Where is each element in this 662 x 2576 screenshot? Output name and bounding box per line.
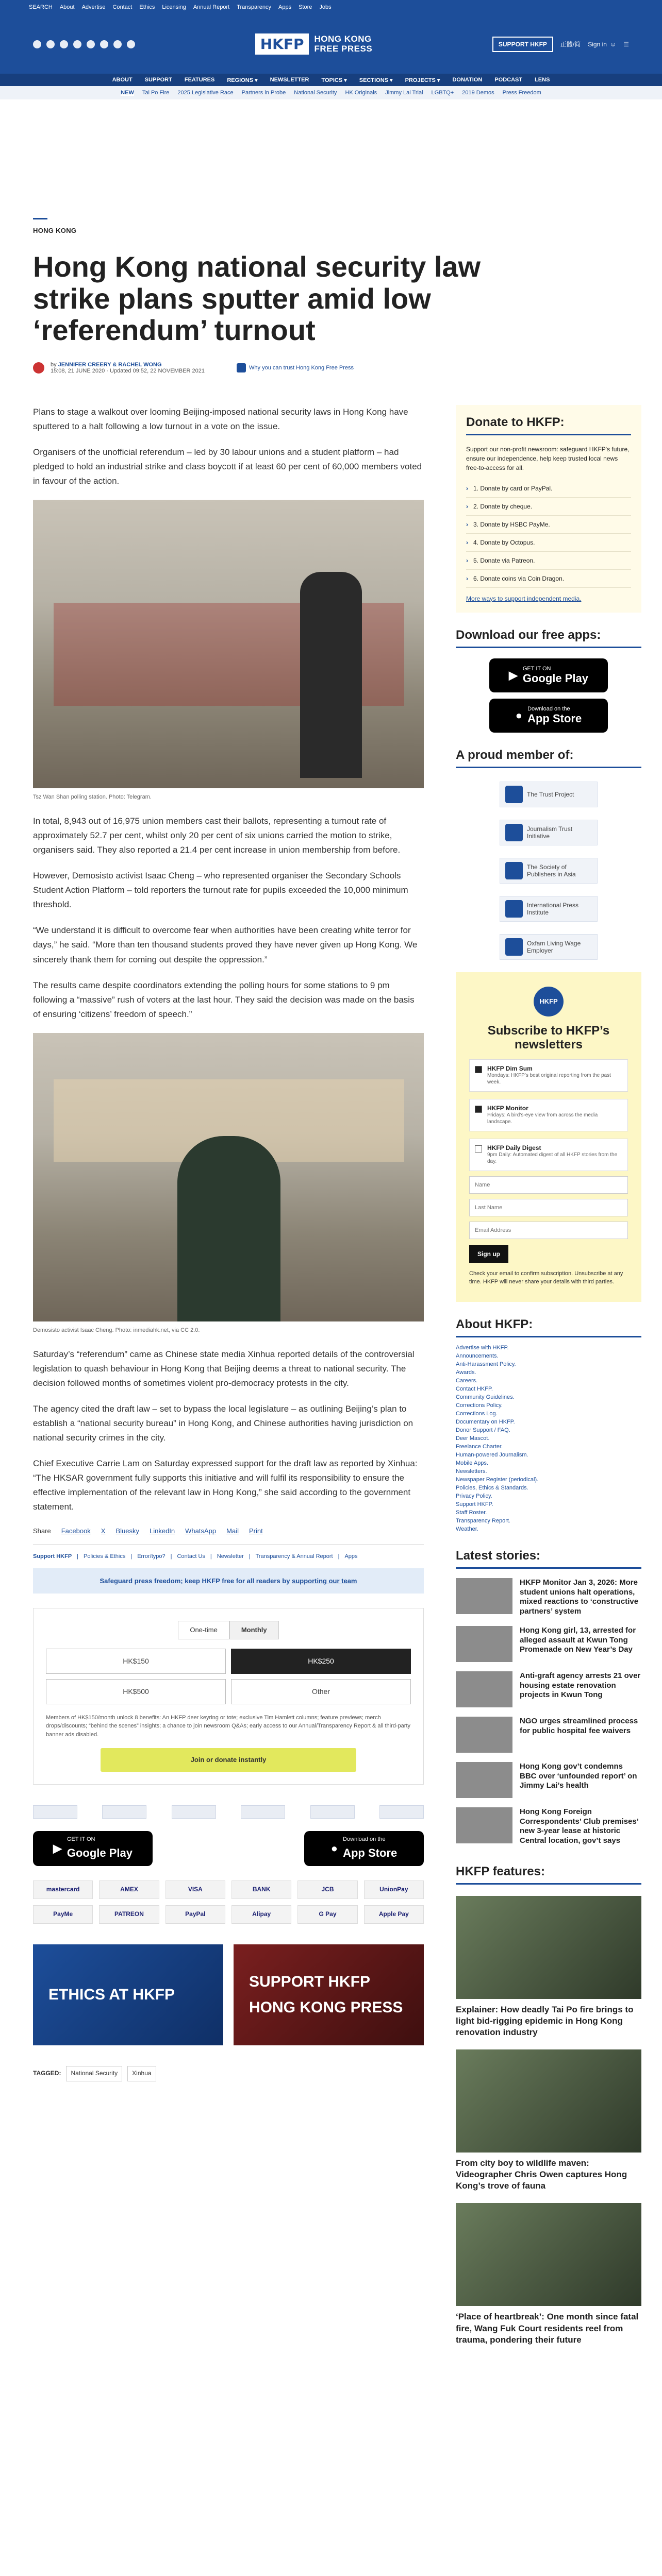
amount-option[interactable]: Other: [231, 1679, 411, 1704]
about-link[interactable]: Support HKFP.: [456, 1501, 493, 1507]
feature-image[interactable]: [456, 2203, 641, 2306]
category-accent: [33, 218, 47, 219]
apps-heading: Download our free apps:: [456, 628, 641, 648]
checkbox[interactable]: [475, 1066, 482, 1073]
badge-small-text: Download on the: [343, 1836, 386, 1842]
members-benefits-note: Members of HK$150/month unlock 8 benefits: An HKFP deer keyring or tote; exclusive Tim Hamlett columns; feature previews; merch drops/discounts; “behind the scenes” insights; a chance to join newsroom Q&As; early access to our Annual/Transparency Report & all third-party banner ads disabled.: [46, 1714, 411, 1738]
topic-link[interactable]: Tai Po Fire: [142, 90, 170, 96]
latest-story[interactable]: [456, 1671, 641, 1707]
about-link[interactable]: Mobile Apps.: [456, 1460, 488, 1466]
feature-story[interactable]: [456, 2203, 641, 2345]
footer-link[interactable]: Error/typo?: [137, 1553, 166, 1560]
sidebar: [456, 405, 641, 2346]
threads-icon[interactable]: [73, 40, 81, 48]
footer-link[interactable]: Support HKFP: [33, 1553, 72, 1560]
sign-up-button[interactable]: Sign up: [469, 1245, 508, 1263]
member-logo[interactable]: [500, 858, 598, 884]
about-link[interactable]: Donor Support / FAQ.: [456, 1427, 510, 1433]
tagged-label: TAGGED:: [33, 2069, 61, 2077]
nav-item[interactable]: TOPICS ▾: [321, 77, 347, 83]
sign-in-label: Sign in: [588, 40, 607, 48]
story-thumbnail[interactable]: [456, 1626, 512, 1662]
tags: [33, 2066, 424, 2081]
arrow-right-icon: ›: [466, 520, 468, 528]
feature-story[interactable]: [456, 2049, 641, 2192]
topbar-link[interactable]: Jobs: [319, 4, 332, 10]
partner-logo[interactable]: [310, 1805, 355, 1819]
donate-method-label: 3. Donate by HSBC PayMe.: [473, 520, 550, 528]
article-body: [33, 405, 424, 2346]
topbar-link[interactable]: Transparency: [237, 4, 271, 10]
donate-method[interactable]: [466, 534, 631, 552]
main-navigation: [0, 74, 662, 86]
tag-xinhua[interactable]: Xinhua: [127, 2066, 156, 2081]
payment-logo: BANK: [231, 1880, 291, 1899]
topic-link[interactable]: National Security: [294, 90, 337, 96]
logo-line-1: HONG KONG: [314, 33, 372, 44]
paragraph: Organisers of the unofficial referendum – led by 30 labour unions and a student platform – had pledged to hold an industrial strike and class boycott if at least 60 per cent of 60,000 members voted in favour of the action.: [33, 447, 422, 486]
facebook-icon[interactable]: [33, 40, 41, 48]
byline: [33, 362, 629, 374]
utility-bar: [0, 0, 662, 14]
language-switch[interactable]: 正體/简: [560, 41, 581, 48]
donate-heading: Donate to HKFP:: [466, 415, 631, 435]
payment-logo: PayMe: [33, 1905, 93, 1924]
linkedin-icon[interactable]: [87, 40, 95, 48]
google-play-badge[interactable]: [33, 1831, 153, 1866]
feature-title[interactable]: ‘Place of heartbreak’: One month since fatal fire, Wang Fuk Court residents reel from trauma, pondering their future: [456, 2312, 639, 2345]
latest-story[interactable]: [456, 1717, 641, 1753]
article-category[interactable]: HONG KONG: [33, 227, 77, 234]
donate-text[interactable]: Support our non-profit newsroom: safeguard HKFP's future, ensure our independence, help keep trusted local news free-to-access for all.: [466, 445, 630, 471]
frequency-toggle: [46, 1621, 411, 1639]
by-prefix: by: [51, 361, 57, 368]
paragraph: Saturday’s “referendum” came as Chinese state media Xinhua reported details of the controversial legislation to quash behaviour in Hong Kong that Beijing deems a threat to national security. The decision followed months of sometimes violent pro-democracy protests in the city.: [33, 1349, 415, 1388]
member-name: The Trust Project: [527, 790, 574, 798]
story-thumbnail[interactable]: [456, 1762, 512, 1798]
donate-method[interactable]: [466, 498, 631, 516]
member-logo[interactable]: [500, 896, 598, 922]
paragraph: Plans to stage a walkout over looming Beijing-imposed national security laws in Hong Kong have sputtered to a halt following a low turnout in a vote on the issue.: [33, 406, 408, 431]
sign-in-link[interactable]: [588, 41, 616, 48]
member-logo-icon: [505, 824, 523, 841]
feature-image[interactable]: [456, 2049, 641, 2153]
topic-link[interactable]: LGBTQ+: [431, 90, 454, 96]
share-link[interactable]: X: [101, 1527, 106, 1535]
sidebar-app-badges: [456, 658, 641, 733]
play-icon: ▶: [53, 1841, 62, 1855]
shield-icon: [237, 363, 246, 372]
app-store-badge[interactable]: [489, 699, 608, 733]
donate-method[interactable]: [466, 516, 631, 534]
topic-link[interactable]: Press Freedom: [502, 90, 541, 96]
about-link[interactable]: Anti-Harassment Policy.: [456, 1361, 516, 1367]
nav-item[interactable]: PROJECTS ▾: [405, 77, 440, 83]
amount-options: [46, 1649, 411, 1704]
payment-logo: Alipay: [231, 1905, 291, 1924]
article-footer-links: [33, 1552, 424, 1561]
about-link[interactable]: Weather.: [456, 1526, 478, 1532]
nav-item[interactable]: SECTIONS ▾: [359, 77, 393, 83]
donate-method-label: 4. Donate by Octopus.: [473, 538, 535, 546]
payment-logo: mastercard: [33, 1880, 93, 1899]
checkbox[interactable]: [475, 1145, 482, 1153]
story-title[interactable]: Anti-graft agency arrests 21 over housing estate renovation projects in Kwun Tong: [520, 1671, 641, 1700]
footer-link[interactable]: Apps: [344, 1553, 358, 1560]
badge-small-text: GET IT ON: [67, 1836, 95, 1842]
nav-item[interactable]: PODCAST: [494, 77, 523, 83]
about-link[interactable]: Policies, Ethics & Standards.: [456, 1484, 528, 1491]
checkbox[interactable]: [475, 1106, 482, 1113]
payment-logo: VISA: [166, 1880, 225, 1899]
arrow-right-icon: ›: [466, 484, 468, 492]
latest-story[interactable]: [456, 1578, 641, 1617]
about-link[interactable]: Corrections Policy.: [456, 1402, 503, 1409]
newsletter-option[interactable]: [469, 1099, 628, 1131]
nav-item[interactable]: REGIONS ▾: [227, 77, 258, 83]
badge-text: Google Play: [522, 671, 589, 685]
topic-link[interactable]: 2019 Demos: [462, 90, 494, 96]
topic-link[interactable]: HK Originals: [345, 90, 377, 96]
donate-method[interactable]: [466, 570, 631, 588]
share-bar: [33, 1526, 424, 1544]
amount-option[interactable]: HK$500: [46, 1679, 226, 1704]
nav-item[interactable]: SUPPORT: [144, 77, 172, 83]
member-logo-icon: [505, 938, 523, 956]
story-title[interactable]: HKFP Monitor Jan 3, 2026: More student unions halt operations, mixed reactions to ‘constructive partners’ system: [520, 1578, 639, 1616]
features-heading: HKFP features:: [456, 1865, 641, 1885]
member-logo-icon: [505, 862, 523, 879]
member-name: Journalism Trust Initiative: [527, 825, 573, 840]
story-title[interactable]: Hong Kong gov’t condemns BBC over ‘unfounded report’ on Jimmy Lai’s health: [520, 1761, 637, 1790]
story-title[interactable]: Hong Kong girl, 13, arrested for alleged assault at Kwun Tong Promenade on New Year’s Day: [520, 1625, 636, 1654]
about-link[interactable]: Freelance Charter.: [456, 1443, 503, 1450]
x-icon[interactable]: [46, 40, 55, 48]
badge-text: Google Play: [67, 1846, 133, 1859]
article-title: Hong Kong national security law strike plans sputter amid low ‘referendum’ turnout: [33, 250, 481, 347]
donation-form: [33, 1608, 424, 1785]
arrow-right-icon: ›: [466, 538, 468, 546]
about-link[interactable]: Staff Roster.: [456, 1509, 487, 1516]
member-name: Oxfam Living Wage Employer: [527, 939, 581, 954]
topbar-link[interactable]: Apps: [278, 4, 292, 10]
trust-link[interactable]: [237, 363, 354, 372]
separator: |: [170, 1553, 172, 1560]
trust-label: Why you can trust Hong Kong Free Press: [249, 364, 354, 371]
support-hkfp-button[interactable]: SUPPORT HKFP: [492, 37, 553, 52]
arrow-right-icon: ›: [466, 556, 468, 564]
badge-small-text: GET IT ON: [522, 665, 551, 672]
last-name-field[interactable]: [469, 1199, 628, 1216]
footer-link[interactable]: Policies & Ethics: [84, 1553, 126, 1560]
menu-icon[interactable]: ☰: [623, 40, 629, 48]
site-header: [0, 14, 662, 74]
nav-item[interactable]: NEWSLETTER: [270, 77, 309, 83]
share-link[interactable]: LinkedIn: [150, 1527, 175, 1535]
footer-link[interactable]: Transparency & Annual Report: [255, 1553, 333, 1560]
share-link[interactable]: WhatsApp: [185, 1527, 217, 1535]
topbar-link[interactable]: About: [59, 4, 75, 10]
about-link[interactable]: Contact HKFP.: [456, 1385, 493, 1392]
newsletter-option-text: [487, 1065, 622, 1086]
nav-item[interactable]: FEATURES: [184, 77, 215, 83]
topbar-link[interactable]: Contact: [112, 4, 133, 10]
social-links: [33, 40, 135, 48]
payment-logo: PayPal: [166, 1905, 225, 1924]
separator: |: [338, 1553, 340, 1560]
member-logo-icon: [505, 786, 523, 803]
tag-national-security[interactable]: National Security: [66, 2066, 122, 2081]
topbar-link[interactable]: Ethics: [139, 4, 155, 10]
one-time-option[interactable]: One-time: [178, 1621, 229, 1639]
about-link[interactable]: Newspaper Register (periodical).: [456, 1476, 539, 1483]
story-thumbnail[interactable]: [456, 1807, 512, 1843]
newsletter-note: Check your email to confirm subscription. Unsubscribe at any time. HKFP will never share your details with third parties.: [469, 1270, 623, 1285]
paragraph: The results came despite coordinators extending the polling hours for some stations to 9 pm following a “massive” rush of voters at the last hour. They said the decision was made on the basis of ensuring ‘citizens’ freedom of speech.”: [33, 980, 415, 1019]
safeguard-text: Safeguard press freedom; keep HKFP free for all readers by: [100, 1577, 290, 1585]
logo-line-2: FREE PRESS: [314, 43, 373, 54]
donate-method-label: 6. Donate coins via Coin Dragon.: [473, 574, 565, 582]
feature-title[interactable]: Explainer: How deadly Tai Po fire brings to light bid-rigging epidemic in Hong Kong renovation industry: [456, 2004, 634, 2038]
partner-logo[interactable]: [379, 1805, 424, 1819]
payment-logo: JCB: [297, 1880, 357, 1899]
donate-method[interactable]: [466, 552, 631, 570]
bluesky-icon[interactable]: [113, 40, 122, 48]
partner-logos: [33, 1805, 424, 1819]
payment-logo: AMEX: [99, 1880, 159, 1899]
nav-item[interactable]: LENS: [535, 77, 550, 83]
google-play-badge[interactable]: [489, 658, 608, 692]
donate-methods: [466, 480, 631, 588]
topic-link[interactable]: Jimmy Lai Trial: [385, 90, 423, 96]
separator: |: [130, 1553, 133, 1560]
newsletter-desc: Mondays: HKFP’s best original reporting from the past week.: [487, 1072, 611, 1086]
new-label: NEW: [121, 90, 134, 96]
newsletter-signup: [456, 972, 641, 1302]
instagram-icon[interactable]: [60, 40, 68, 48]
donate-widget: [456, 405, 641, 613]
separator: |: [77, 1553, 79, 1560]
feature-title[interactable]: From city boy to wildlife maven: Videographer Chris Owen captures Hong Kong’s trove of fauna: [456, 2158, 627, 2191]
badge-small-text: Download on the: [527, 705, 570, 712]
arrow-right-icon: ›: [466, 574, 468, 582]
newsletter-name: HKFP Daily Digest: [487, 1144, 541, 1151]
newsletter-option-text: [487, 1105, 622, 1126]
payment-logo: UnionPay: [364, 1880, 424, 1899]
payment-logo: Apple Pay: [364, 1905, 424, 1924]
first-name-field[interactable]: [469, 1176, 628, 1194]
photo-caption: Demosisto activist Isaac Cheng. Photo: inmediahk.net, via CC 2.0.: [33, 1327, 200, 1333]
ethics-promo[interactable]: ETHICS AT HKFP: [33, 1944, 223, 2045]
topbar-link[interactable]: SEARCH: [29, 4, 53, 10]
footer-link[interactable]: Newsletter: [217, 1553, 244, 1560]
share-link[interactable]: Print: [249, 1527, 263, 1535]
apple-icon: ●: [330, 1841, 338, 1855]
about-link[interactable]: Advertise with HKFP.: [456, 1344, 509, 1351]
newsletter-desc: 9pm Daily: Automated digest of all HKFP stories from the day.: [487, 1151, 618, 1165]
youtube-icon[interactable]: [100, 40, 108, 48]
trending-topics-bar: [0, 86, 662, 99]
monthly-option[interactable]: Monthly: [229, 1621, 279, 1639]
article-photo-polling-station[interactable]: [33, 500, 424, 788]
email-field[interactable]: [469, 1222, 628, 1239]
topic-link[interactable]: 2025 Legislative Race: [177, 90, 234, 96]
about-link[interactable]: Community Guidelines.: [456, 1394, 515, 1400]
support-promo[interactable]: SUPPORT HKFP HONG KONG PRESS: [234, 1944, 424, 2045]
paragraph: However, Demosisto activist Isaac Cheng – who represented organiser the Secondary Schools Student Action Platform – told reporters the turnout rate for pupils exceeded the 10,000 minimum threshold.: [33, 871, 408, 910]
paragraph: “We understand it is difficult to overcome fear when authorities have been creating white terror for days,” he said. “More than ten thousand students proved they have never given up Hong Kong. We sincerely thank them for coming out despite the oppression.”: [33, 925, 418, 964]
member-name: International Press Institute: [527, 901, 579, 916]
badge-text: App Store: [343, 1846, 398, 1859]
header-actions: [492, 37, 629, 52]
about-link[interactable]: Privacy Policy.: [456, 1493, 492, 1499]
about-link[interactable]: Awards.: [456, 1369, 476, 1376]
about-link[interactable]: Newsletters.: [456, 1468, 487, 1475]
about-link[interactable]: Documentary on HKFP.: [456, 1418, 515, 1425]
payment-logo: G Pay: [297, 1905, 357, 1924]
share-label: Share: [33, 1527, 51, 1535]
newsletter-option-text: [487, 1144, 622, 1165]
author-names[interactable]: JENNIFER CREERY & RACHEL WONG: [58, 361, 162, 368]
payment-methods: [33, 1880, 424, 1924]
newsletter-option[interactable]: [469, 1139, 628, 1171]
donate-method-label: 5. Donate via Patreon.: [473, 556, 535, 564]
author-avatar: [33, 362, 44, 374]
site-logo[interactable]: [255, 33, 372, 55]
donate-method-label: 2. Donate by cheque.: [473, 502, 533, 510]
join-donate-button[interactable]: Join or donate instantly: [101, 1748, 356, 1771]
promo-banners: [33, 1944, 424, 2045]
share-link[interactable]: Facebook: [61, 1527, 91, 1535]
topbar-link[interactable]: Store: [299, 4, 312, 10]
paragraph: Chief Executive Carrie Lam on Saturday expressed support for the draft law as reported by Xinhua: “The HKSAR government fully supports this initiative and will fulfil its responsibility to ensure the effective implementation of the relevant law in Hong Kong,” she said according to the government statement.: [33, 1459, 418, 1512]
payment-logo: PATREON: [99, 1905, 159, 1924]
about-heading: About HKFP:: [456, 1317, 641, 1337]
separator: |: [249, 1553, 251, 1560]
photo-caption: Tsz Wan Shan polling station. Photo: Telegram.: [33, 794, 152, 801]
app-store-badge[interactable]: [304, 1831, 424, 1866]
partner-logo[interactable]: [33, 1805, 77, 1819]
safeguard-link[interactable]: supporting our team: [292, 1577, 357, 1585]
story-title[interactable]: NGO urges streamlined process for public hospital fee waivers: [520, 1716, 638, 1735]
apple-icon: ●: [515, 708, 523, 722]
newsletter-name: HKFP Monitor: [487, 1104, 528, 1112]
donate-method-label: 1. Donate by card or PayPal.: [473, 484, 553, 492]
member-logo[interactable]: [500, 820, 598, 845]
latest-heading: Latest stories:: [456, 1549, 641, 1569]
membership-logos: [456, 782, 641, 960]
newsletter-title: Subscribe to HKFP’s newsletters: [487, 1023, 610, 1052]
feature-image[interactable]: [456, 1896, 641, 1999]
more-ways-link[interactable]: More ways to support independent media.: [466, 595, 582, 602]
rss-icon[interactable]: [127, 40, 135, 48]
about-link[interactable]: Careers.: [456, 1377, 478, 1384]
share-link[interactable]: Bluesky: [115, 1527, 139, 1535]
story-thumbnail[interactable]: [456, 1717, 512, 1753]
share-link[interactable]: Mail: [226, 1527, 239, 1535]
nav-item[interactable]: DONATION: [452, 77, 483, 83]
newsletter-name: HKFP Dim Sum: [487, 1064, 533, 1072]
story-thumbnail[interactable]: [456, 1671, 512, 1707]
topbar-link[interactable]: Licensing: [162, 4, 186, 10]
partner-logo[interactable]: [102, 1805, 146, 1819]
about-link[interactable]: Human-powered Journalism.: [456, 1451, 528, 1458]
topic-link[interactable]: Partners in Probe: [241, 90, 286, 96]
hkfp-logo-icon: HKFP: [534, 987, 564, 1016]
member-heading: A proud member of:: [456, 748, 641, 768]
play-icon: ▶: [508, 668, 518, 682]
topbar-link[interactable]: Advertise: [81, 4, 106, 10]
article-photo-isaac-cheng[interactable]: [33, 1033, 424, 1321]
user-icon: ☺: [609, 40, 617, 48]
about-link[interactable]: Transparency Report.: [456, 1517, 510, 1524]
latest-story[interactable]: [456, 1807, 641, 1846]
about-link[interactable]: Corrections Log.: [456, 1410, 498, 1417]
hkfp-features: [456, 1865, 641, 2346]
topbar-link[interactable]: Annual Report: [193, 4, 230, 10]
about-link[interactable]: Deer Mascot.: [456, 1435, 490, 1442]
member-logo-icon: [505, 900, 523, 918]
newsletter-option[interactable]: [469, 1059, 628, 1092]
badge-text: App Store: [527, 711, 582, 725]
donate-method[interactable]: [466, 480, 631, 498]
latest-story[interactable]: [456, 1762, 641, 1798]
amount-option[interactable]: HK$150: [46, 1649, 226, 1674]
partner-logo[interactable]: [241, 1805, 285, 1819]
arrow-right-icon: ›: [466, 502, 468, 510]
newsletter-desc: Fridays: A bird’s-eye view from across the media landscape.: [487, 1112, 598, 1125]
amount-option[interactable]: HK$250: [231, 1649, 411, 1674]
partner-logo[interactable]: [172, 1805, 216, 1819]
about-hkfp: [456, 1317, 641, 1533]
paragraph: The agency cited the draft law – set to bypass the local legislature – as outlining Beijing’s plan to establish a “national security bureau” in Hong Kong, and Chinese authorities having jurisdiction on national security crimes in the city.: [33, 1404, 413, 1443]
latest-story[interactable]: [456, 1626, 641, 1662]
logo-mark: HKFP: [255, 33, 309, 55]
separator: |: [210, 1553, 212, 1560]
story-title[interactable]: Hong Kong Foreign Correspondents’ Club premises’ new 3-year lease at historic Central location, gov’t says: [520, 1807, 639, 1845]
app-badges: [33, 1831, 424, 1866]
member-logo[interactable]: [500, 934, 598, 960]
story-thumbnail[interactable]: [456, 1578, 512, 1614]
latest-stories: [456, 1549, 641, 1846]
feature-story[interactable]: [456, 1896, 641, 2038]
nav-item[interactable]: ABOUT: [112, 77, 133, 83]
safeguard-banner: [33, 1568, 424, 1594]
footer-link[interactable]: Contact Us: [177, 1553, 205, 1560]
member-name: The Society of Publishers in Asia: [527, 863, 576, 878]
publish-dates: 15:08, 21 JUNE 2020 · Updated 09:52, 22 NOVEMBER 2021: [51, 367, 205, 374]
member-logo[interactable]: [500, 782, 598, 807]
about-link[interactable]: Announcements.: [456, 1352, 499, 1359]
paragraph: In total, 8,943 out of 16,975 union members cast their ballots, representing a turnout rate of approximately 52.7 per cent, whilst only 20 per cent of six unions carried the motion to strike, organisers said. They also reported a 21.4 per cent increase in union membership from before.: [33, 816, 401, 855]
